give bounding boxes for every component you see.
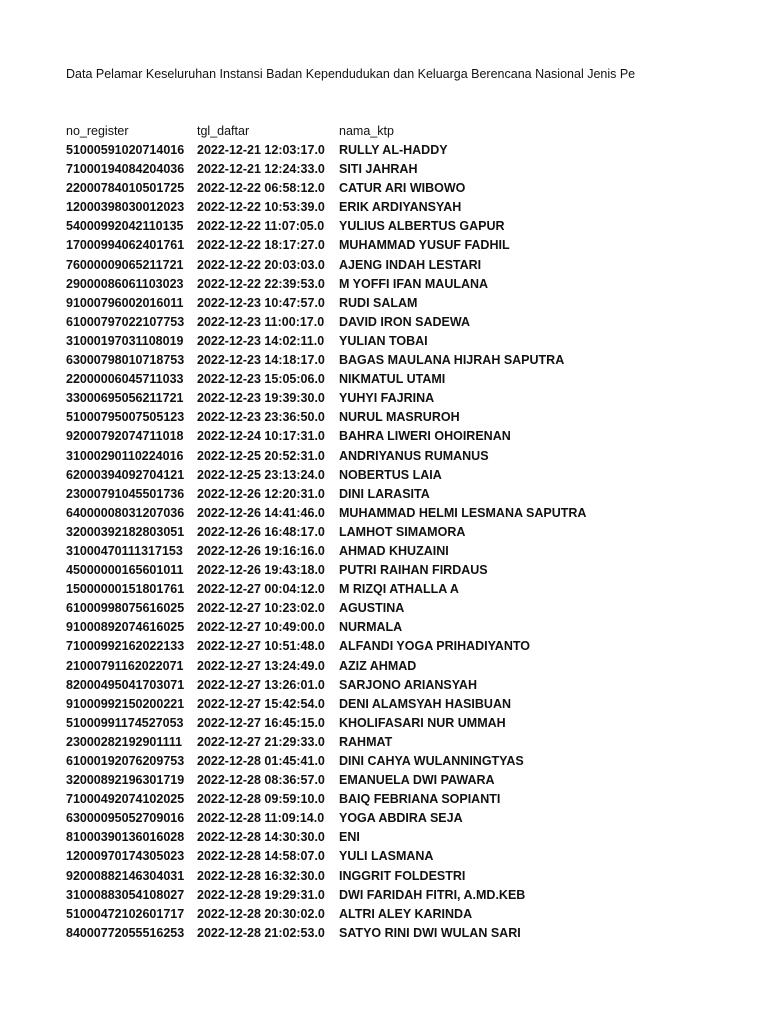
table-row: [66, 561, 639, 580]
table-cell-tgl-daftar: 2022-12-27 10:23:02.0: [197, 601, 325, 616]
table-cell-no-register: 61000998075616025: [66, 601, 185, 616]
table-cell-tgl-daftar: 2022-12-23 14:18:17.0: [197, 353, 325, 368]
table-cell-nama-ktp: NURMALA: [339, 620, 403, 635]
table-cell-no-register: 22000006045711033: [66, 372, 184, 387]
table-cell-tgl-daftar: 2022-12-27 15:42:54.0: [197, 696, 325, 711]
table-cell-tgl-daftar: 2022-12-21 12:03:17.0: [197, 143, 325, 157]
table-row: [66, 408, 639, 427]
table-cell-tgl-daftar: 2022-12-28 01:45:41.0: [197, 754, 325, 768]
table-cell-nama-ktp: YOGA ABDIRA SEJA: [339, 811, 463, 826]
table-cell-tgl-daftar: 2022-12-27 13:26:01.0: [197, 677, 325, 692]
table-cell-nama-ktp: ALTRI ALEY KARINDA: [339, 906, 473, 921]
table-cell-tgl-daftar: 2022-12-23 15:05:06.0: [197, 372, 325, 387]
table-cell-nama-ktp: KHOLIFASARI NUR UMMAH: [339, 715, 506, 730]
table-cell-no-register: 92000792074711018: [66, 429, 184, 444]
table-cell-nama-ktp: YULI LASMANA: [339, 849, 434, 864]
table-row: [66, 867, 639, 886]
table-cell-tgl-daftar: 2022-12-28 20:30:02.0: [197, 906, 325, 921]
table-cell-nama-ktp: ERIK ARDIYANSYAH: [339, 200, 462, 215]
table-cell-no-register: 32000892196301719: [66, 773, 185, 788]
table-cell-nama-ktp: ENI: [339, 830, 360, 845]
table-cell-nama-ktp: RAHMAT: [339, 734, 393, 749]
table-cell-nama-ktp: DINI CAHYA WULANNINGTYAS: [339, 754, 524, 768]
table-row: [66, 580, 639, 599]
table-row: [66, 256, 639, 275]
table-row: [66, 924, 639, 943]
table-cell-no-register: 91000892074616025: [66, 620, 185, 635]
table-cell-nama-ktp: RUDI SALAM: [339, 295, 418, 310]
table-cell-tgl-daftar: 2022-12-26 14:41:46.0: [197, 505, 325, 520]
table-cell-no-register: 64000008031207036: [66, 505, 185, 520]
table-cell-tgl-daftar: 2022-12-28 16:32:30.0: [197, 868, 325, 883]
table-cell-tgl-daftar: 2022-12-25 20:52:31.0: [197, 448, 325, 463]
table-row: [66, 542, 639, 561]
table-cell-nama-ktp: YULIUS ALBERTUS GAPUR: [339, 219, 505, 234]
table-cell-no-register: 23000791045501736: [66, 486, 185, 501]
table-row: [66, 790, 639, 809]
table-cell-nama-ktp: BAIQ FEBRIANA SOPIANTI: [339, 792, 501, 807]
table-cell-tgl-daftar: 2022-12-26 12:20:31.0: [197, 486, 325, 501]
table-row: [66, 294, 639, 313]
table-cell-nama-ktp: PUTRI RAIHAN FIRDAUS: [339, 563, 488, 578]
table-row: [66, 198, 639, 217]
table-cell-tgl-daftar: 2022-12-27 10:49:00.0: [197, 620, 325, 635]
table-cell-tgl-daftar: 2022-12-25 23:13:24.0: [197, 467, 325, 482]
table-cell-no-register: 33000695056211721: [66, 391, 184, 406]
table-cell-nama-ktp: SARJONO ARIANSYAH: [339, 677, 477, 692]
table-cell-tgl-daftar: 2022-12-22 10:53:39.0: [197, 200, 325, 215]
table-cell-nama-ktp: AGUSTINA: [339, 601, 405, 616]
table-row: [66, 905, 639, 924]
table-cell-nama-ktp: EMANUELA DWI PAWARA: [339, 773, 495, 788]
table-row: [66, 752, 639, 771]
table-row: [66, 847, 639, 866]
table-cell-no-register: 54000992042110135: [66, 219, 184, 234]
table-cell-tgl-daftar: 2022-12-22 06:58:12.0: [197, 181, 325, 196]
table-cell-nama-ktp: DAVID IRON SADEWA: [339, 314, 471, 329]
table-row: [66, 351, 639, 370]
table-cell-nama-ktp: ANDRIYANUS RUMANUS: [339, 448, 489, 463]
table-cell-nama-ktp: CATUR ARI WIBOWO: [339, 181, 466, 196]
table-cell-tgl-daftar: 2022-12-21 12:24:33.0: [197, 162, 325, 177]
table-row: [66, 447, 639, 466]
table-cell-no-register: 51000795007505123: [66, 410, 185, 425]
table-row: [66, 466, 639, 485]
table-row: [66, 370, 639, 389]
table-cell-tgl-daftar: 2022-12-27 21:29:33.0: [197, 734, 325, 749]
table-cell-nama-ktp: YUHYI FAJRINA: [339, 391, 435, 406]
table-row: [66, 504, 639, 523]
table-cell-nama-ktp: SITI JAHRAH: [339, 162, 418, 177]
table-cell-no-register: 61000797022107753: [66, 314, 185, 329]
table-cell-tgl-daftar: 2022-12-28 19:29:31.0: [197, 887, 325, 902]
table-cell-tgl-daftar: 2022-12-27 16:45:15.0: [197, 715, 325, 730]
table-cell-no-register: 32000392182803051: [66, 524, 185, 539]
table-cell-no-register: 84000772055516253: [66, 925, 185, 940]
table-row: [66, 141, 639, 160]
table-row: [66, 427, 639, 446]
table-cell-no-register: 31000197031108019: [66, 333, 184, 348]
page-title: Data Pelamar Keseluruhan Instansi Badan Kependudukan dan Keluarga Berencana Nasional Jenis Pe: [66, 67, 636, 81]
table-row: [66, 313, 639, 332]
table-cell-no-register: 29000086061103023: [66, 276, 184, 291]
table-cell-tgl-daftar: 2022-12-23 11:00:17.0: [197, 314, 325, 329]
table-cell-tgl-daftar: 2022-12-28 14:58:07.0: [197, 849, 325, 864]
column-header-no-register: no_register: [66, 124, 129, 138]
table-cell-no-register: 71000492074102025: [66, 792, 185, 807]
table-cell-no-register: 61000192076209753: [66, 754, 185, 768]
table-cell-tgl-daftar: 2022-12-23 10:47:57.0: [197, 295, 325, 310]
table-cell-nama-ktp: NIKMATUL UTAMI: [339, 372, 446, 387]
column-header-tgl-daftar: tgl_daftar: [197, 124, 250, 138]
table-body: [66, 141, 639, 943]
table-row: [66, 714, 639, 733]
table-cell-no-register: 92000882146304031: [66, 868, 185, 883]
table-row: [66, 886, 639, 905]
table-cell-nama-ktp: BAGAS MAULANA HIJRAH SAPUTRA: [339, 353, 565, 368]
table-cell-tgl-daftar: 2022-12-26 19:43:18.0: [197, 563, 325, 578]
table-cell-no-register: 91000992150200221: [66, 696, 185, 711]
table-cell-tgl-daftar: 2022-12-28 09:59:10.0: [197, 792, 325, 807]
table-cell-nama-ktp: BAHRA LIWERI OHOIRENAN: [339, 429, 511, 444]
table-cell-nama-ktp: LAMHOT SIMAMORA: [339, 524, 466, 539]
table-cell-nama-ktp: NURUL MASRUROH: [339, 410, 460, 425]
table-cell-nama-ktp: RULLY AL-HADDY: [339, 143, 448, 157]
table-cell-no-register: 71000992162022133: [66, 639, 185, 654]
table-row: [66, 637, 639, 656]
table-row: [66, 733, 639, 752]
table-cell-tgl-daftar: 2022-12-27 13:24:49.0: [197, 658, 325, 673]
table-cell-tgl-daftar: 2022-12-23 19:39:30.0: [197, 391, 325, 406]
table-cell-nama-ktp: ALFANDI YOGA PRIHADIYANTO: [339, 639, 530, 654]
table-cell-nama-ktp: DINI LARASITA: [339, 486, 430, 501]
table-row: [66, 217, 639, 236]
table-row: [66, 332, 639, 351]
table-cell-no-register: 21000791162022071: [66, 658, 184, 673]
table-cell-no-register: 76000009065211721: [66, 257, 184, 272]
table-row: [66, 485, 639, 504]
table-cell-nama-ktp: MUHAMMAD YUSUF FADHIL: [339, 238, 510, 253]
table-cell-tgl-daftar: 2022-12-28 21:02:53.0: [197, 925, 325, 940]
table-cell-no-register: 23000282192901111: [66, 734, 183, 749]
table-header-row: [66, 122, 639, 140]
table-cell-nama-ktp: AZIZ AHMAD: [339, 658, 417, 673]
table-row: [66, 275, 639, 294]
table-cell-nama-ktp: M YOFFI IFAN MAULANA: [339, 276, 489, 291]
table-cell-nama-ktp: AHMAD KHUZAINI: [339, 543, 449, 558]
table-cell-nama-ktp: MUHAMMAD HELMI LESMANA SAPUTRA: [339, 505, 587, 520]
table-cell-tgl-daftar: 2022-12-27 00:04:12.0: [197, 582, 325, 597]
table-row: [66, 695, 639, 714]
table-cell-no-register: 51000472102601717: [66, 906, 185, 921]
table-cell-tgl-daftar: 2022-12-28 11:09:14.0: [197, 811, 325, 826]
table-cell-nama-ktp: DWI FARIDAH FITRI, A.MD.KEB: [339, 887, 526, 902]
table-cell-nama-ktp: INGGRIT FOLDESTRI: [339, 868, 466, 883]
table-row: [66, 657, 639, 676]
table-cell-no-register: 45000000165601011: [66, 563, 184, 578]
table-row: [66, 160, 639, 179]
table-cell-no-register: 91000796002016011: [66, 295, 184, 310]
table-row: [66, 809, 639, 828]
table-row: [66, 599, 639, 618]
table-cell-tgl-daftar: 2022-12-22 11:07:05.0: [197, 219, 325, 234]
table-cell-no-register: 63000095052709016: [66, 811, 185, 826]
table-cell-nama-ktp: SATYO RINI DWI WULAN SARI: [339, 925, 521, 940]
table-cell-nama-ktp: AJENG INDAH LESTARI: [339, 257, 482, 272]
table-row: [66, 618, 639, 637]
table-cell-tgl-daftar: 2022-12-24 10:17:31.0: [197, 429, 325, 444]
table-cell-no-register: 82000495041703071: [66, 677, 185, 692]
table-cell-no-register: 62000394092704121: [66, 467, 185, 482]
table-cell-tgl-daftar: 2022-12-22 22:39:53.0: [197, 276, 325, 291]
applicant-table: [66, 122, 639, 943]
table-cell-no-register: 17000994062401761: [66, 238, 185, 253]
column-header-nama-ktp: nama_ktp: [339, 124, 394, 138]
table-cell-no-register: 63000798010718753: [66, 353, 185, 368]
table-cell-nama-ktp: M RIZQI ATHALLA A: [339, 582, 459, 597]
table-cell-nama-ktp: NOBERTUS LAIA: [339, 467, 442, 482]
table-cell-no-register: 31000470111317153: [66, 543, 183, 558]
table-cell-tgl-daftar: 2022-12-23 14:02:11.0: [197, 333, 325, 348]
table-cell-no-register: 81000390136016028: [66, 830, 185, 845]
table-cell-no-register: 51000991174527053: [66, 715, 184, 730]
table-cell-no-register: 51000591020714016: [66, 143, 185, 157]
table-cell-no-register: 15000000151801761: [66, 582, 185, 597]
table-cell-nama-ktp: YULIAN TOBAI: [339, 333, 428, 348]
table-row: [66, 179, 639, 198]
table-cell-no-register: 12000398030012023: [66, 200, 185, 215]
table-row: [66, 828, 639, 847]
table-cell-tgl-daftar: 2022-12-26 19:16:16.0: [197, 543, 325, 558]
table-row: [66, 236, 639, 255]
table-row: [66, 389, 639, 408]
table-cell-no-register: 71000194084204036: [66, 162, 185, 177]
table-cell-tgl-daftar: 2022-12-28 08:36:57.0: [197, 773, 325, 788]
table-cell-no-register: 22000784010501725: [66, 181, 185, 196]
table-cell-tgl-daftar: 2022-12-27 10:51:48.0: [197, 639, 325, 654]
table-cell-nama-ktp: DENI ALAMSYAH HASIBUAN: [339, 696, 512, 711]
table-cell-tgl-daftar: 2022-12-22 20:03:03.0: [197, 257, 325, 272]
table-row: [66, 523, 639, 542]
table-row: [66, 771, 639, 790]
table-cell-tgl-daftar: 2022-12-26 16:48:17.0: [197, 524, 325, 539]
table-cell-tgl-daftar: 2022-12-28 14:30:30.0: [197, 830, 325, 845]
table-cell-no-register: 31000883054108027: [66, 887, 185, 902]
table-row: [66, 676, 639, 695]
table-cell-tgl-daftar: 2022-12-22 18:17:27.0: [197, 238, 325, 253]
table-cell-no-register: 31000290110224016: [66, 448, 184, 463]
table-cell-tgl-daftar: 2022-12-23 23:36:50.0: [197, 410, 325, 425]
table-cell-no-register: 12000970174305023: [66, 849, 185, 864]
